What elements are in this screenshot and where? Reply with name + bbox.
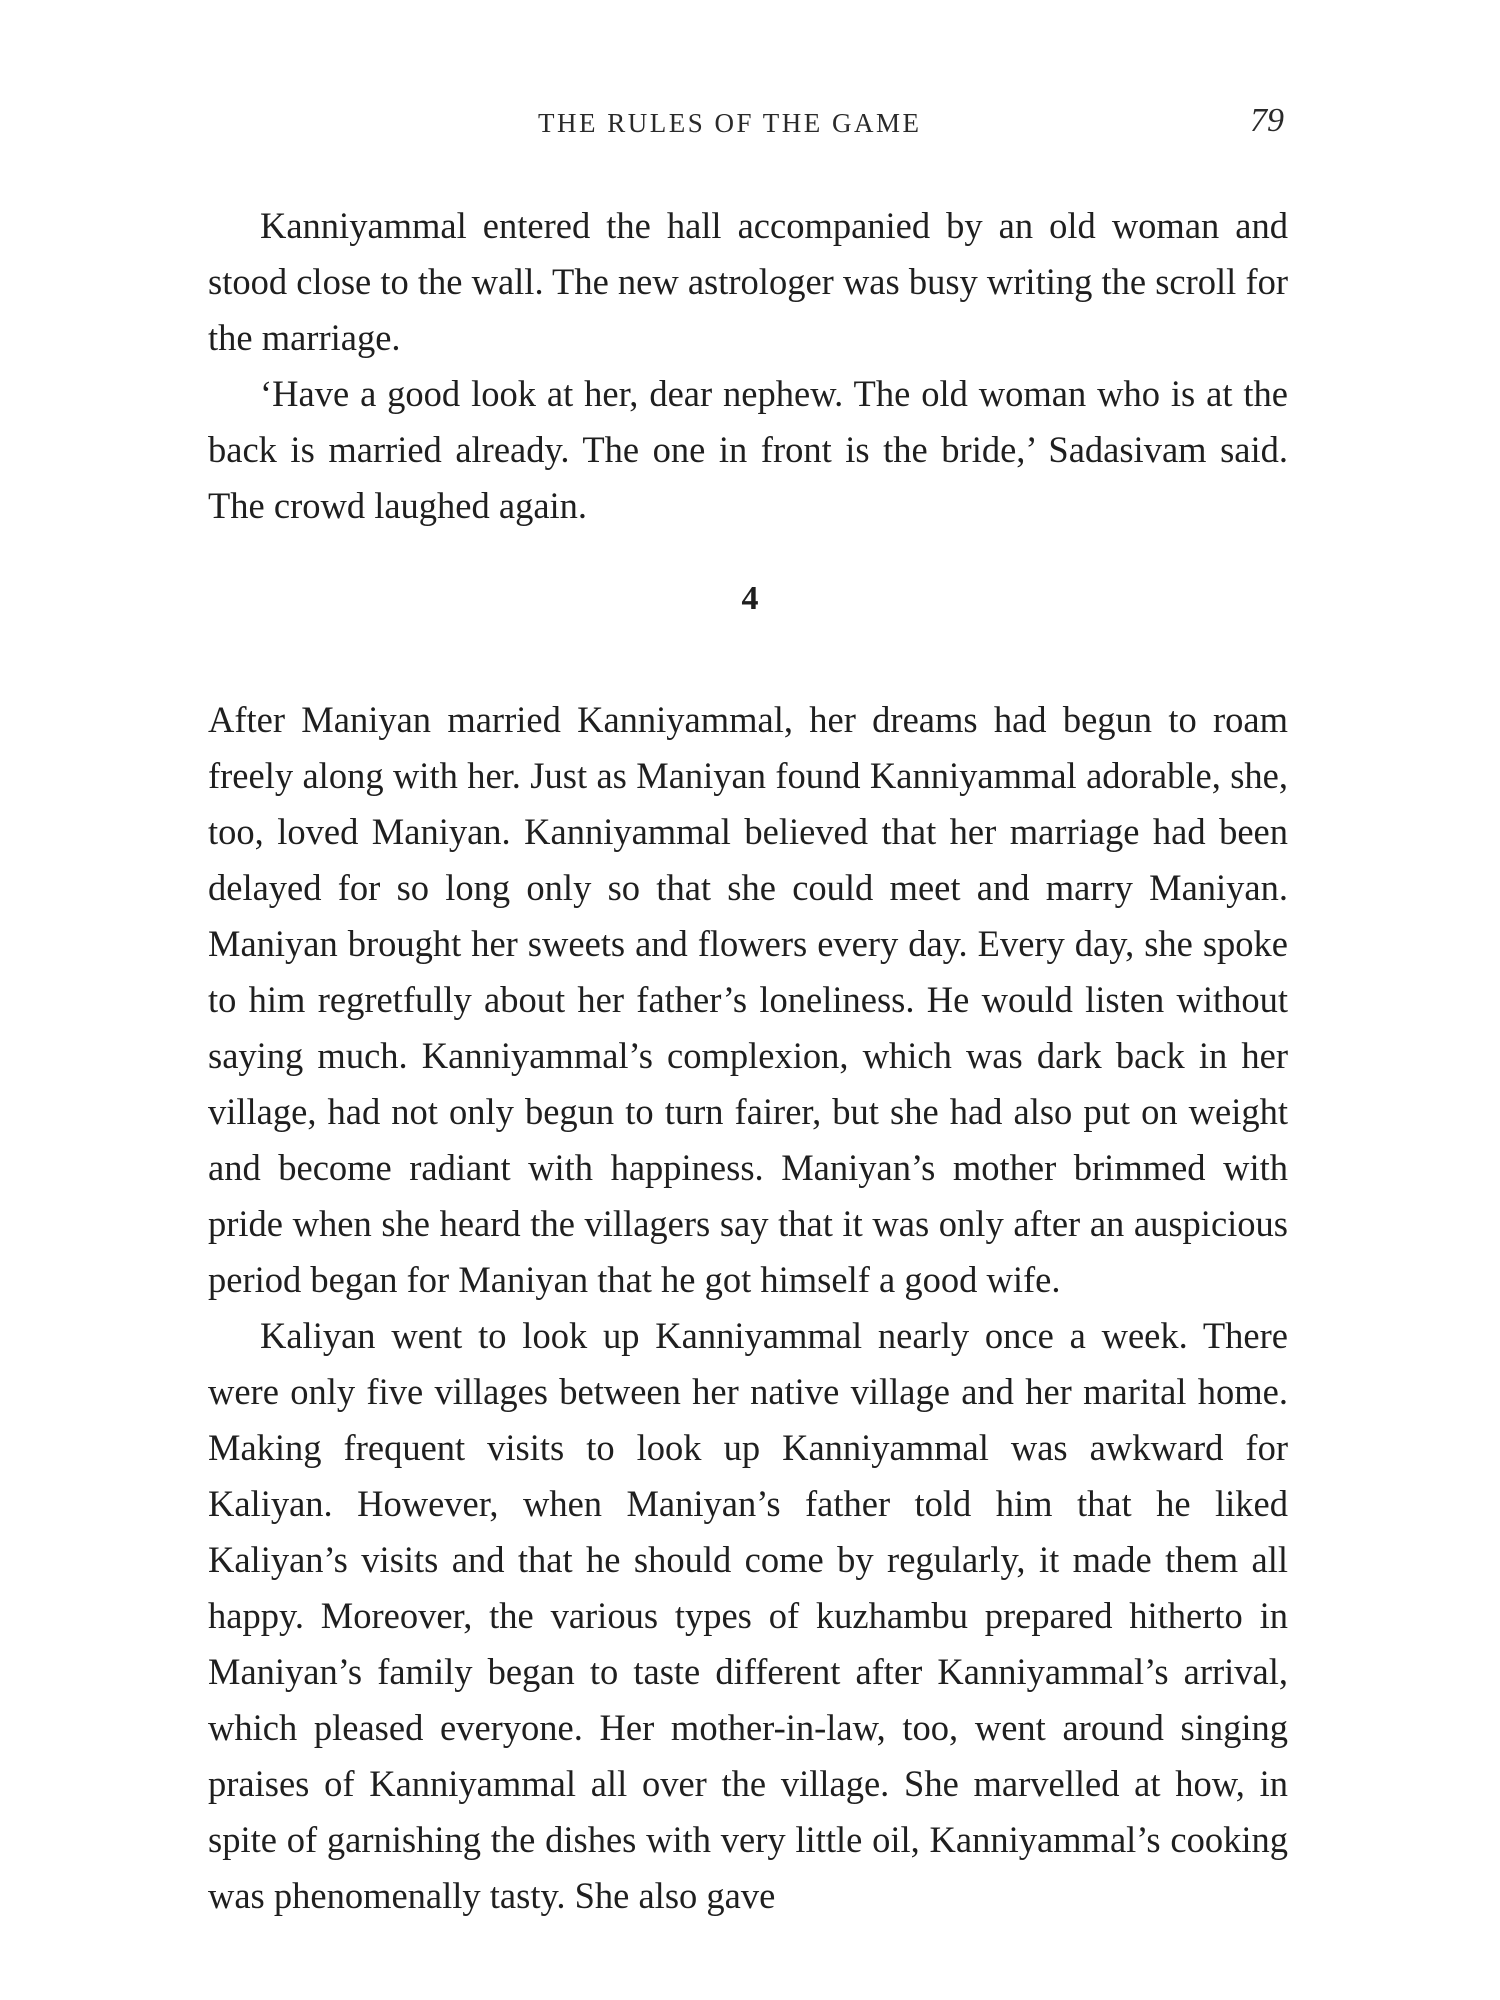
text-block-main — [208, 692, 1288, 1924]
running-title: THE RULES OF THE GAME — [538, 108, 922, 138]
page-number: 79 — [1250, 102, 1284, 139]
paragraph-4: Kaliyan went to look up Kanniyammal nearly once a week. There were only five villages between her native village and her marital home. Making frequent visits to look up Kanniyammal was awkward for Kaliyan. However, when Maniyan’s father told him that he liked Kaliyan’s visits and that he should come by regularly, it made them all happy. Moreover, the various types of kuzhambu prepared hitherto in Maniyan’s family began to taste different after Kanniyammal’s arrival, which pleased everyone. Her mother-in-law, too, went around singing praises of Kanniyammal all over the village. She marvelled at how, in spite of garnishing the dishes with very little oil, Kanniyammal’s cooking was phenomenally tasty. She also gave — [208, 1315, 1288, 1916]
text-block-top — [208, 198, 1288, 534]
section-number: 4 — [741, 580, 759, 617]
paragraph-3: After Maniyan married Kanniyammal, her dreams had begun to roam freely along with her. Just as Maniyan found Kanniyammal adorable, she, too, loved Maniyan. Kanniyammal believed that her marriage had been delayed for so long only so that she could meet and marry Maniyan. Maniyan brought her sweets and flowers every day. Every day, she spoke to him regretfully about her father’s loneliness. He would listen without saying much. Kanniyammal’s complexion, which was dark back in her village, had not only begun to turn fairer, but she had also put on weight and become radiant with happiness. Maniyan’s mother brimmed with pride when she heard the villagers say that it was only after an auspicious period began for Maniyan that he got himself a good wife. — [208, 699, 1288, 1300]
paragraph-1: Kanniyammal entered the hall accompanied by an old woman and stood close to the wall. The new astrologer was busy writing the scroll for the marriage. — [208, 205, 1288, 358]
running-header — [0, 102, 1500, 148]
paragraph-2: ‘Have a good look at her, dear nephew. The old woman who is at the back is married already. The one in front is the bride,’ Sadasivam said. The crowd laughed again. — [208, 373, 1288, 526]
